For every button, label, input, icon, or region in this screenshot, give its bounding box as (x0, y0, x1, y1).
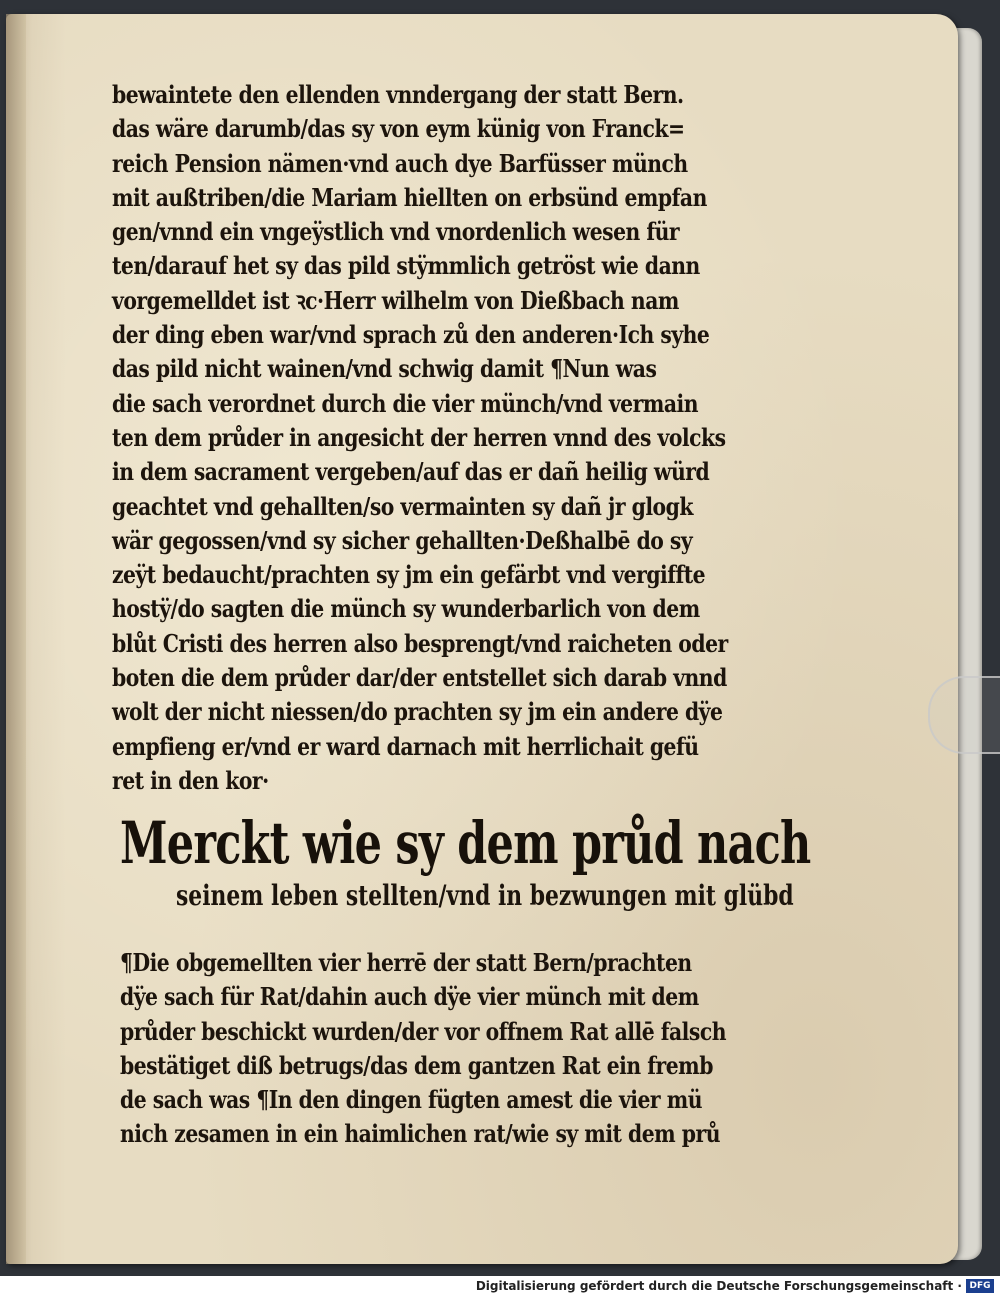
footer-bar (0, 1276, 1000, 1298)
text-line: nich zesamen in ein haimlichen rat/wie sy mit dem prů (120, 1119, 721, 1149)
page-tab-clip (928, 676, 1000, 754)
text-line: wär gegossen/vnd sy sicher gehallten·Deßhalbē do sy (112, 525, 693, 555)
text-line: empfieng er/vnd er ward darnach mit herrlichait gefü (112, 731, 699, 761)
text-line: blůt Cristi des herren also besprengt/vnd raicheten oder (112, 628, 728, 658)
binding-gutter (6, 14, 26, 1264)
text-line: průder beschickt wurden/der vor offnem Rat allē falsch (120, 1016, 727, 1046)
paragraph-2 (120, 946, 840, 1152)
dfg-logo: DFG (966, 1279, 994, 1293)
text-line: in dem sacrament vergeben/auf das er dañ heilig würd (112, 457, 710, 487)
text-line: das pild nicht wainen/vnd schwig damit ¶Nun was (112, 354, 657, 384)
section-heading: Merckt wie sy dem průd nach (120, 809, 811, 877)
text-line: ¶Die obgemellten vier herrē der statt Bern/prachten (120, 948, 692, 977)
text-line: boten die dem průder dar/der entstellet sich darab vnnd (112, 663, 727, 693)
text-line: ret in den kor· (112, 765, 269, 795)
text-line: gen/vnnd ein vngeÿstlich vnd vnordenlich wesen für (112, 217, 680, 247)
text-line: geachtet vnd gehallten/so vermainten sy dañ jr glogk (112, 491, 693, 521)
text-line: de sach was ¶In den dingen fügten amest die vier mü (120, 1085, 703, 1115)
text-line: zeÿt bedaucht/prachten sy jm ein gefärbt vnd vergiffte (112, 560, 706, 590)
section-subheading: seinem leben stellten/vnd in bezwungen mit glübd (176, 879, 794, 912)
text-line: ten dem průder in angesicht der herren vnnd des volcks (112, 422, 726, 452)
text-line: das wäre darumb/das sy von eym künig von Franck= (112, 114, 685, 144)
text-line: wolt der nicht niessen/do prachten sy jm ein andere dÿe (112, 697, 723, 727)
funding-credit: Digitalisierung gefördert durch die Deutsche Forschungsgemeinschaft · (475, 1279, 962, 1293)
text-line: vorgemelldet ist ꝛc·Herr wilhelm von Dießbach nam (112, 285, 679, 315)
text-line: der ding eben war/vnd sprach zů den anderen·Ich syhe (112, 320, 710, 350)
paragraph-1 (112, 78, 832, 798)
text-line: die sach verordnet durch die vier münch/vnd vermain (112, 388, 699, 418)
text-line: hostÿ/do sagten die münch sy wunderbarlich von dem (112, 594, 700, 624)
text-line: dÿe sach für Rat/dahin auch dÿe vier münch mit dem (120, 982, 699, 1012)
text-line: bestätiget diß betrugs/das dem gantzen Rat ein fremb (120, 1050, 713, 1080)
text-line: bewaintete den ellenden vnndergang der statt Bern. (112, 80, 684, 109)
text-line: mit außtriben/die Mariam hiellten on erbsünd empfan (112, 182, 707, 212)
text-line: reich Pension nämen·vnd auch dye Barfüsser münch (112, 148, 688, 178)
text-line: ten/darauf het sy das pild stÿmmlich getröst wie dann (112, 251, 700, 281)
